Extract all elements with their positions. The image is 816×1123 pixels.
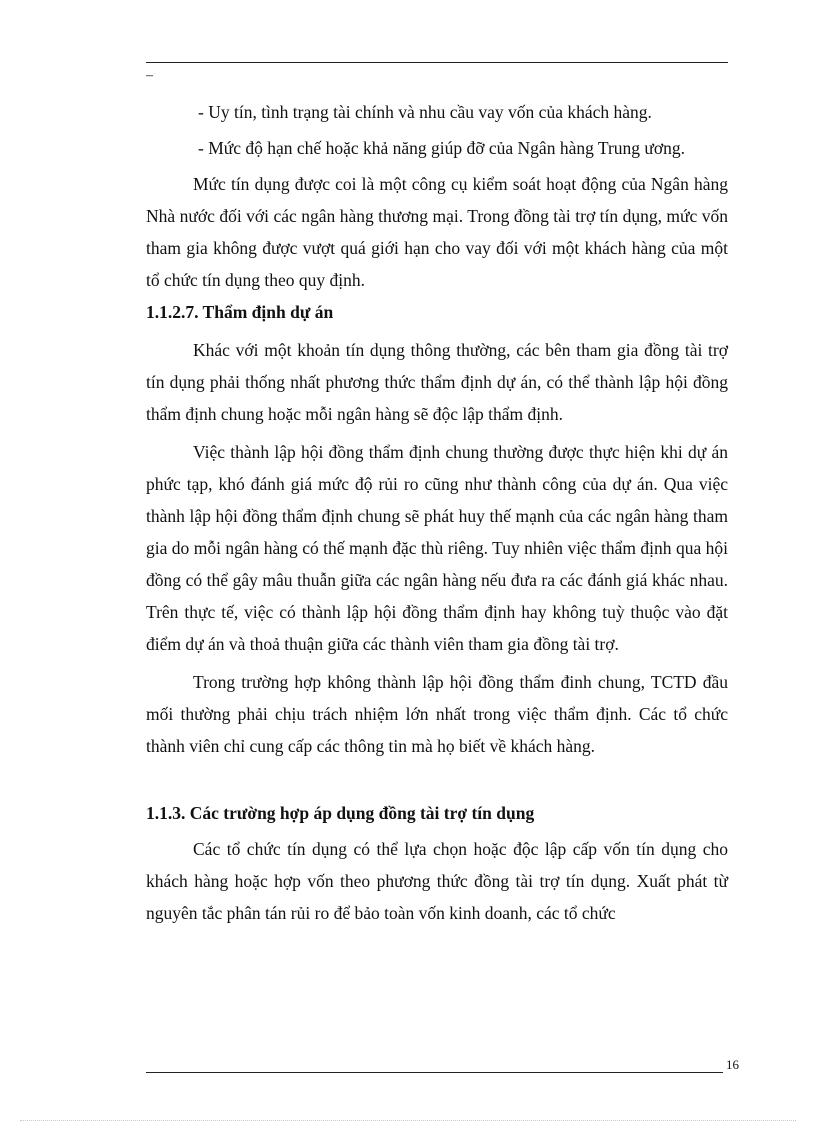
section-heading-applications: 1.1.3. Các trường hợp áp dụng đồng tài trợ tín dụng xyxy=(146,803,535,823)
bullet-credit-status: - Uy tín, tình trạng tài chính và nhu cầu vay vốn của khách hàng. xyxy=(198,102,652,122)
header-dash: – xyxy=(146,68,153,83)
paragraph-lead-bank: Trong trường hợp không thành lập hội đồng thẩm đinh chung, TCTD đầu mối thường phải chịu trách nhiệm lớn nhất trong việc thẩm định. Các tổ chức thành viên chỉ cung cấp các thông tin mà họ biết về khách hàng. xyxy=(146,672,728,756)
paragraph-credit-level: Mức tín dụng được coi là một công cụ kiểm soát hoạt động của Ngân hàng Nhà nước đối với các ngân hàng thương mại. Trong đồng tài trợ tín dụng, mức vốn tham gia không được vượt quá giới hạn cho vay đối với một khách hàng của một tổ chức tín dụng theo quy định. xyxy=(146,174,728,290)
page-number: 16 xyxy=(726,1057,739,1072)
footer-rule xyxy=(146,1072,723,1073)
paragraph-joint-appraisal: Việc thành lập hội đồng thẩm định chung thường được thực hiện khi dự án phức tạp, khó đánh giá mức độ rủi ro cũng như thành công của dự án. Qua việc thành lập hội đồng thẩm định chung sẽ phát huy thế mạnh của các ngân hàng tham gia do mỗi ngân hàng có thế mạnh đặc thù riêng. Tuy nhiên việc thẩm định qua hội đồng có thể gây mâu thuẫn giữa các ngân hàng nếu đưa ra các đánh giá khác nhau. Trên thực tế, việc có thành lập hội đồng thẩm định hay không tuỳ thuộc vào đặt điểm dự án và thoả thuận giữa các thành viên tham gia đồng tài trợ. xyxy=(146,442,728,654)
document-body xyxy=(146,96,728,929)
bottom-dotted-border xyxy=(20,1120,796,1121)
header-rule xyxy=(146,62,728,63)
section-heading-appraisal: 1.1.2.7. Thẩm định dự án xyxy=(146,302,334,322)
bullet-central-bank-support: - Mức độ hạn chế hoặc khả năng giúp đỡ của Ngân hàng Trung ương. xyxy=(198,138,686,158)
paragraph-appraisal-intro: Khác với một khoản tín dụng thông thường, các bên tham gia đồng tài trợ tín dụng phải thống nhất phương thức thẩm định dự án, có thể thành lập hội đồng thẩm định chung hoặc mỗi ngân hàng sẽ độc lập thẩm định. xyxy=(146,340,728,424)
paragraph-applications-intro: Các tổ chức tín dụng có thể lựa chọn hoặc độc lập cấp vốn tín dụng cho khách hàng hoặc hợp vốn theo phương thức đồng tài trợ tín dụng. Xuất phát từ nguyên tắc phân tán rủi ro để bảo toàn vốn kinh doanh, các tổ chức xyxy=(146,839,728,923)
